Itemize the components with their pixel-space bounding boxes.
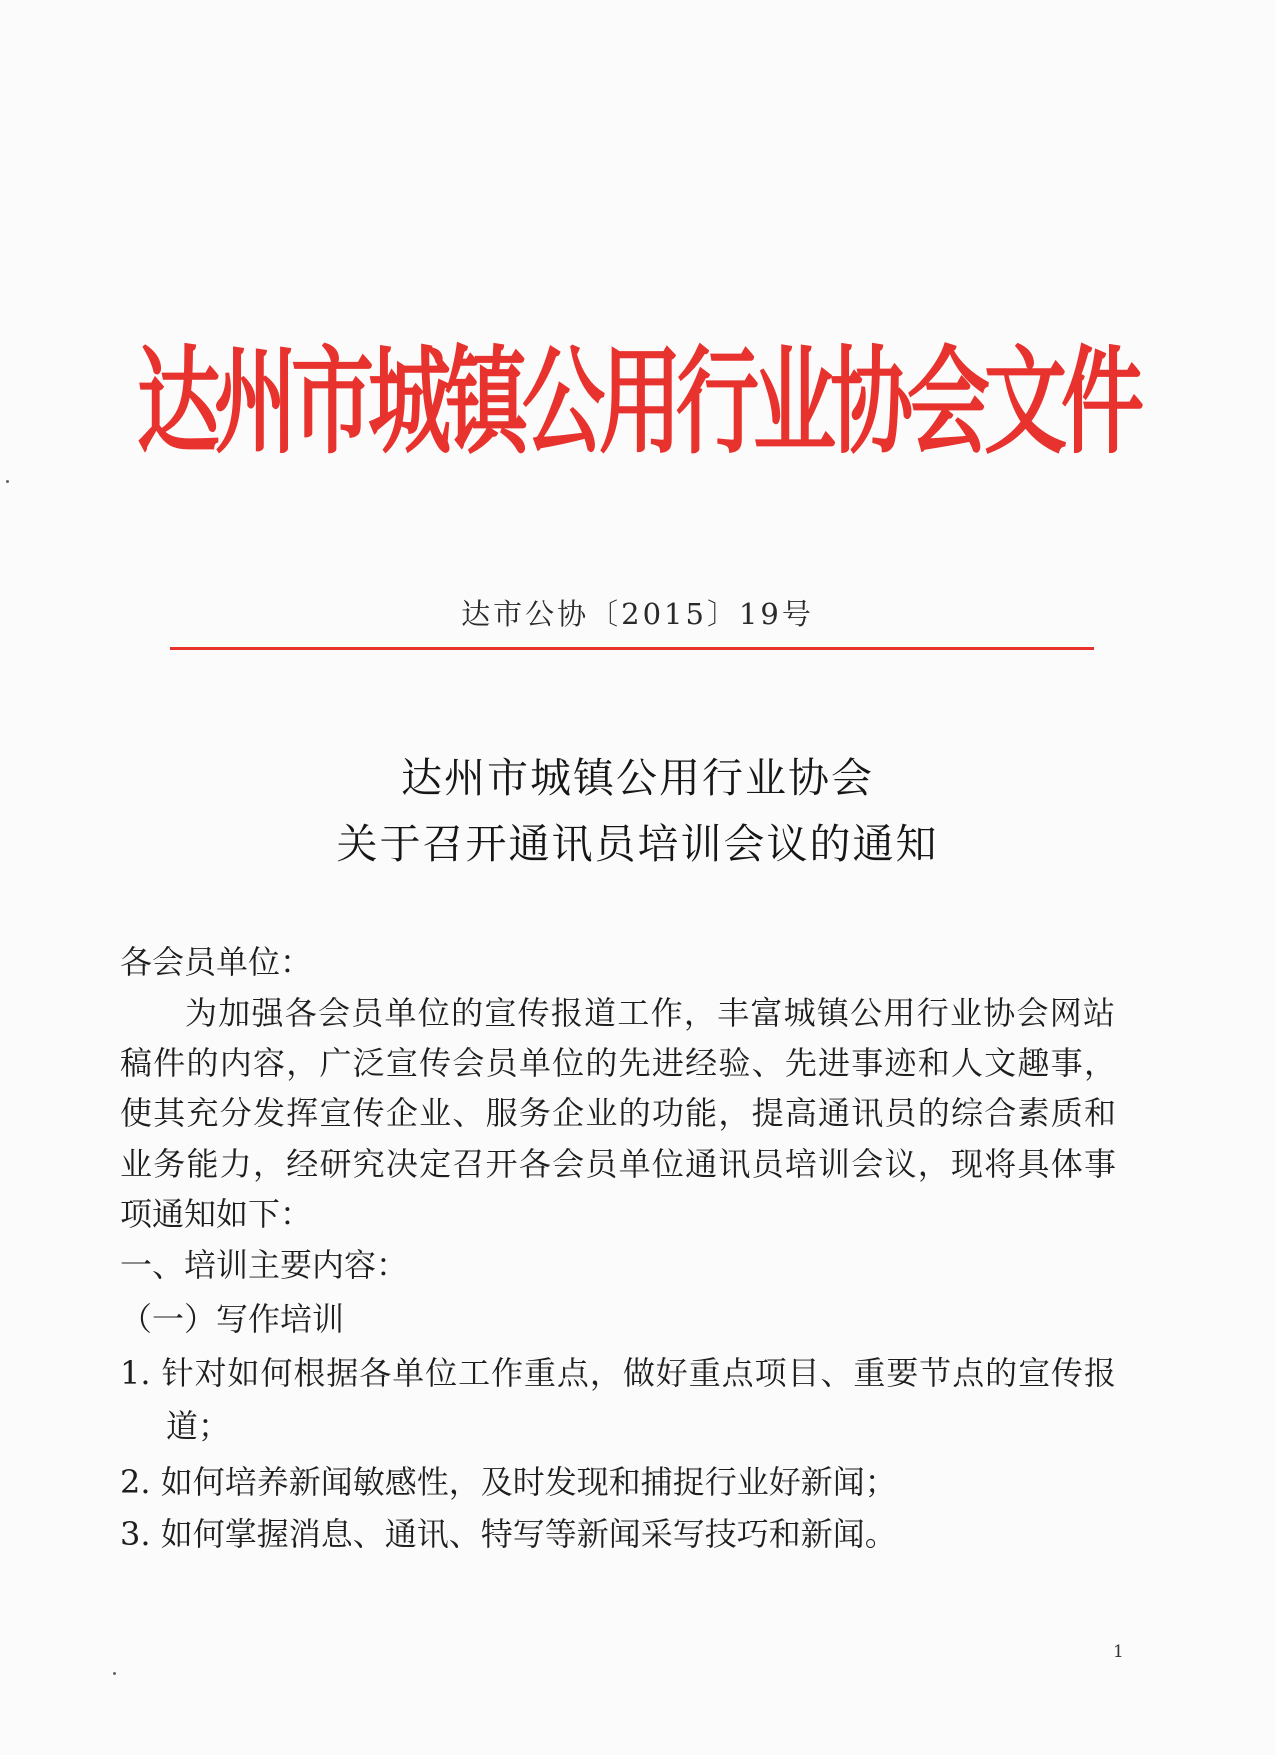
page-number: 1 [1113,1642,1124,1662]
red-divider [170,647,1094,650]
subsection-heading: （一）写作培训 [120,1300,345,1338]
salutation: 各会员单位： [120,943,313,981]
body-paragraph-line: 业务能力，经研究决定召开各会员单位通讯员培训会议，现将具体事 [120,1145,1116,1183]
list-item-1: 1. 针对如何根据各单位工作重点，做好重点项目、重要节点的宣传报 [120,1354,1116,1392]
list-item-1-continuation: 道； [166,1407,231,1445]
body-paragraph-line: 项通知如下： [120,1195,313,1233]
notice-title-line-1: 达州市城镇公用行业协会 [401,754,874,802]
section-heading: 一、培训主要内容： [120,1246,409,1284]
scan-speck [113,1672,116,1675]
body-paragraph-line: 为加强各会员单位的宣传报道工作，丰富城镇公用行业协会网站 [185,994,1115,1032]
masthead-title: 达州市城镇公用行业协会文件 [137,334,1138,471]
list-item-3: 3. 如何掌握消息、通讯、特写等新闻采写技巧和新闻。 [120,1515,897,1553]
scan-speck [6,480,9,483]
list-item-2: 2. 如何培养新闻敏感性，及时发现和捕捉行业好新闻； [120,1463,897,1501]
body-paragraph-line: 稿件的内容，广泛宣传会员单位的先进经验、先进事迹和人文趣事， [120,1044,1116,1082]
document-number: 达市公协〔2015〕19号 [461,597,814,631]
notice-title-line-2: 关于召开通讯员培训会议的通知 [336,820,939,868]
body-paragraph-line: 使其充分发挥宣传企业、服务企业的功能，提高通讯员的综合素质和 [120,1094,1116,1132]
